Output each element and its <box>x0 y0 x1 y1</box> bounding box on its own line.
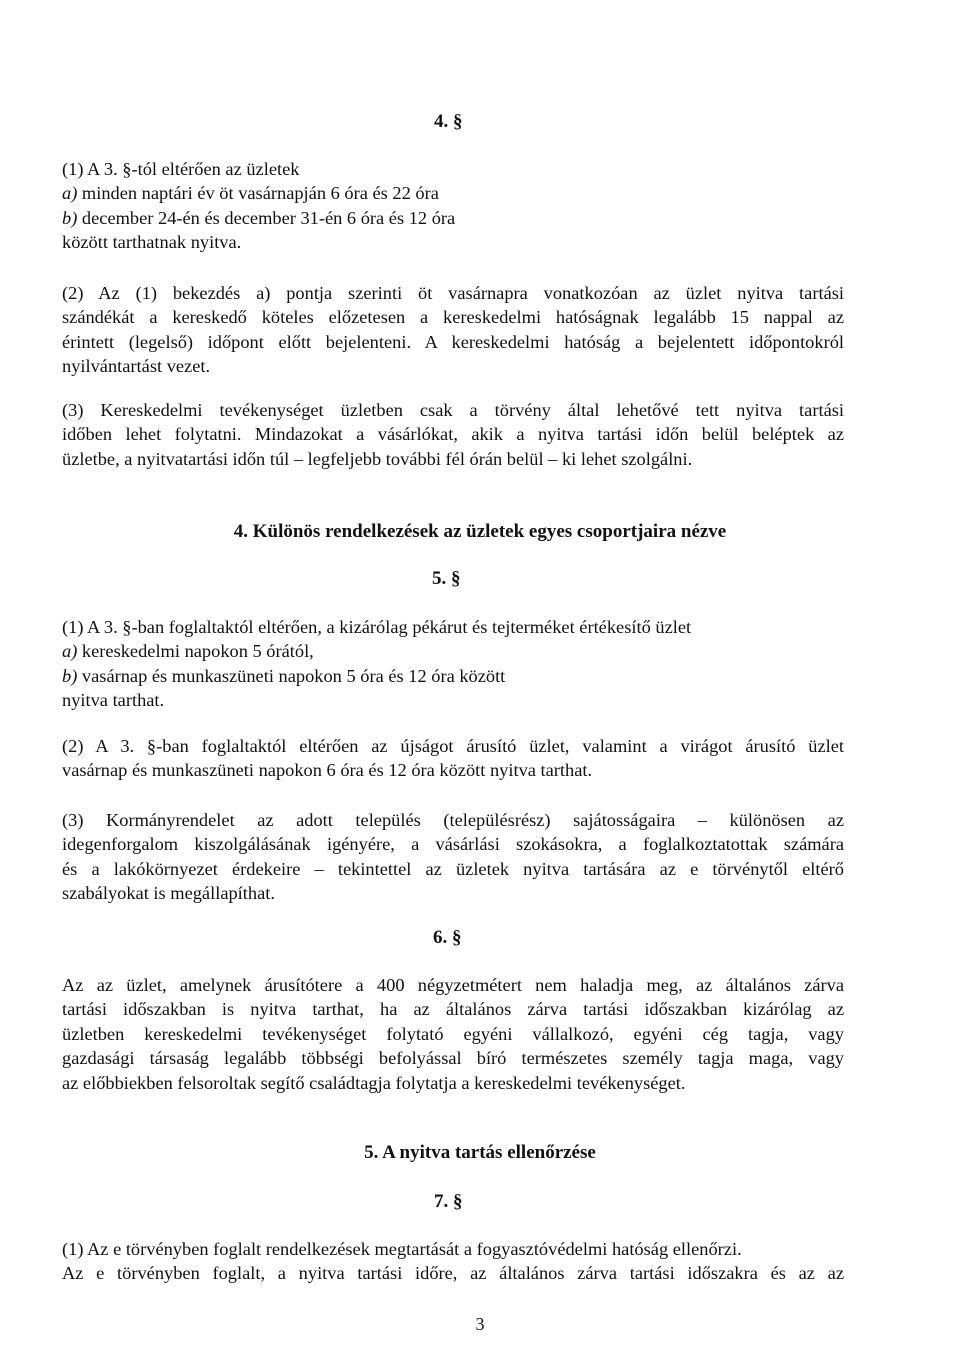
section-5-paragraph-3 <box>62 808 844 906</box>
section-4-paragraph-1 <box>62 157 844 255</box>
text-line: érintett (legelső) időpont előtt bejelenteni. A kereskedelmi hatóság a bejelentett időpontokról <box>62 331 844 352</box>
text-line: (1) A 3. §-tól eltérően az üzletek <box>62 159 300 179</box>
text-line: nyilvántartást vezet. <box>62 356 211 377</box>
list-text: december 24-én és december 31-én 6 óra és 12 óra <box>77 207 456 228</box>
text-line: időben lehet folytatni. Mindazokat a vásárlókat, akik a nyitva tartási időn belül beléptek az <box>62 424 844 445</box>
section-6-marker: 6. § <box>433 927 462 948</box>
text-line: szabályokat is megállapíthat. <box>62 883 275 904</box>
text-line: az előbbiekben felsoroltak segítő családtagja folytatja a kereskedelmi tevékenységet. <box>62 1072 686 1093</box>
text-line: (3) Kereskedelmi tevékenységet üzletben csak a törvény által lehetővé tett nyitva tartási <box>62 400 844 420</box>
text-line: üzletben kereskedelmi tevékenységet folytató egyéni vállalkozó, egyéni cég tagja, vagy <box>62 1023 844 1044</box>
text-line: vasárnap és munkaszüneti napokon 6 óra és 12 óra között nyitva tarthat. <box>62 760 593 781</box>
text-line: nyitva tarthat. <box>62 690 165 711</box>
text-line: tartási időszakban is nyitva tarthat, ha az általános zárva tartási időszakban kizárólag az <box>62 999 844 1020</box>
text-line <box>62 664 844 688</box>
text-line: üzletbe, a nyitvatartási időn túl – legfeljebb további fél órán belül – ki lehet szolgálni. <box>62 448 693 469</box>
text-line: (1) Az e törvényben foglalt rendelkezések megtartását a fogyasztóvédelmi hatóság ellenőrzi. <box>62 1239 742 1259</box>
text-line <box>62 639 844 663</box>
chapter-heading-5: 5. A nyitva tartás ellenőrzése <box>364 1142 596 1163</box>
text-line: (2) Az (1) bekezdés a) pontja szerinti öt vasárnapra vonatkozóan az üzlet nyitva tartási <box>62 283 844 303</box>
section-4-marker: 4. § <box>434 111 463 132</box>
section-7-marker: 7. § <box>434 1191 463 1212</box>
list-label: a) <box>62 641 78 662</box>
text-line: gazdasági társaság legalább többségi befolyással bíró természetes személy tagja maga, vagy <box>62 1048 844 1069</box>
list-text: minden naptári év öt vasárnapján 6 óra és 22 óra <box>77 183 439 204</box>
text-line: szándékát a kereskedő köteles előzetesen a kereskedelmi hatóságnak legalább 15 nappal az <box>62 307 844 328</box>
text-line: és a lakókörnyezet érdekeire – tekintettel az üzletek nyitva tartására az e törvénytől eltérő <box>62 858 844 879</box>
text-line: idegenforgalom kiszolgálásának igényére, a vásárlási szokásokra, a foglalkoztatottak számára <box>62 834 844 855</box>
page-number: 3 <box>475 1314 485 1334</box>
section-4-paragraph-3 <box>62 398 844 471</box>
text-line: (1) A 3. §-ban foglaltaktól eltérően, a kizárólag pékárut és tejterméket értékesítő üzlet <box>62 617 692 637</box>
list-label: a) <box>62 183 78 204</box>
list-label: b) <box>62 665 78 686</box>
section-5-paragraph-2 <box>62 734 844 783</box>
list-text: vasárnap és munkaszüneti napokon 5 óra és 12 óra között <box>77 665 506 686</box>
list-label: b) <box>62 207 78 228</box>
section-6-paragraph <box>62 973 844 1095</box>
text-line: (2) A 3. §-ban foglaltaktól eltérően az újságot árusító üzlet, valamint a virágot árusító üzlet <box>62 736 844 756</box>
text-line <box>62 206 844 230</box>
list-text: kereskedelmi napokon 5 órától, <box>77 641 314 662</box>
section-5-marker: 5. § <box>432 568 461 589</box>
section-5-paragraph-1 <box>62 615 844 713</box>
text-line: között tarthatnak nyitva. <box>62 232 242 253</box>
chapter-heading-4: 4. Különös rendelkezések az üzletek egyes csoportjaira nézve <box>233 521 727 542</box>
section-7-paragraph <box>62 1237 844 1286</box>
text-line: (3) Kormányrendelet az adott település (településrész) sajátosságaira – különösen az <box>62 810 844 830</box>
text-line: Az az üzlet, amelynek árusítótere a 400 négyzetmétert nem haladja meg, az általános zárva <box>62 975 844 995</box>
text-line: Az e törvényben foglalt, a nyitva tartási időre, az általános zárva tartási időszakra és az az <box>62 1263 844 1284</box>
text-line <box>62 181 844 205</box>
section-4-paragraph-2 <box>62 281 844 379</box>
